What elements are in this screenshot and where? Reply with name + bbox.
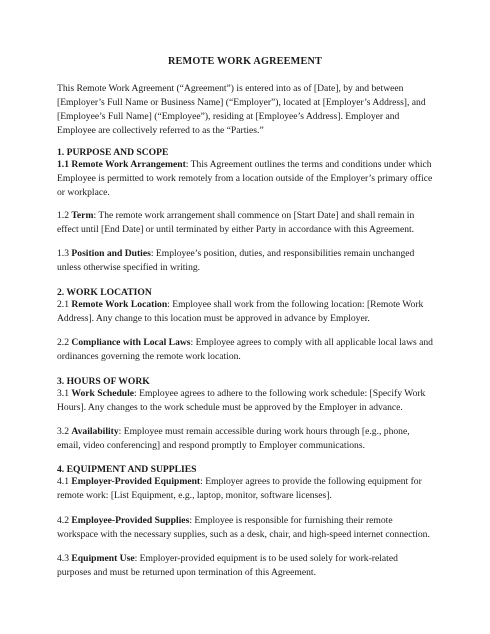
clause-3-1: 3.1 Work Schedule: Employee agrees to adhere to the following work schedule: [Specify Work Hours]. Any changes to the work schedule must be approved by the Employer in advance. [57, 388, 426, 413]
clause-1-3: 1.3 Position and Duties: Employee’s position, duties, and responsibilities remain unchanged unless otherwise specified in writing. [57, 248, 415, 273]
section-heading-1: 1. PURPOSE AND SCOPE [57, 147, 169, 158]
clause-4-2: 4.2 Employee-Provided Supplies: Employee is responsible for furnishing their remote workspace with the necessary supplies, such as a desk, chair, and high-speed internet connection. [57, 515, 430, 540]
clause-4-1: 4.1 Employer-Provided Equipment: Employer agrees to provide the following equipment for remote work: [List Equipment, e.g., laptop, monitor, software licenses]. [57, 476, 422, 501]
document-title: REMOTE WORK AGREEMENT [167, 56, 322, 67]
section-heading-3: 3. HOURS OF WORK [57, 376, 150, 387]
clause-2-1: 2.1 Remote Work Location: Employee shall work from the following location: [Remote Work Address]. Any change to this location must be approved in advance by Employer. [57, 299, 424, 324]
clause-3-2: 3.2 Availability: Employee must remain accessible during work hours through [e.g., phone, email, video conferencing] and respond promptly to Employer communications. [57, 426, 410, 451]
clause-1-2: 1.2 Term: The remote work arrangement shall commence on [Start Date] and shall remain in effect until [End Date] or until terminated by either Party in accordance with this Agreement. [57, 210, 415, 235]
section-heading-2: 2. WORK LOCATION [57, 287, 152, 298]
clause-2-2: 2.2 Compliance with Local Laws: Employee agrees to comply with all applicable local laws and ordinances governing the remote work location. [57, 337, 433, 362]
section-heading-4: 4. EQUIPMENT AND SUPPLIES [57, 464, 197, 475]
clause-1-1: 1.1 Remote Work Arrangement: This Agreement outlines the terms and conditions under which Employee is permitted to work remotely from a location outside of the Employer’s primary office or workplace. [57, 159, 433, 198]
intro-paragraph: This Remote Work Agreement (“Agreement”) is entered into as of [Date], by and between [Employer’s Full Name or Business Name] (“Employer”), located at [Employer’s Address], and [Employee’s Full Name] (“Employee”), residing at [Employee’s Address]. Employer and Employee are collectively referred to as the “Parties.” [57, 83, 426, 136]
clause-4-3: 4.3 Equipment Use: Employer-provided equipment is to be used solely for work-related purposes and must be returned upon termination of this Agreement. [57, 553, 398, 578]
